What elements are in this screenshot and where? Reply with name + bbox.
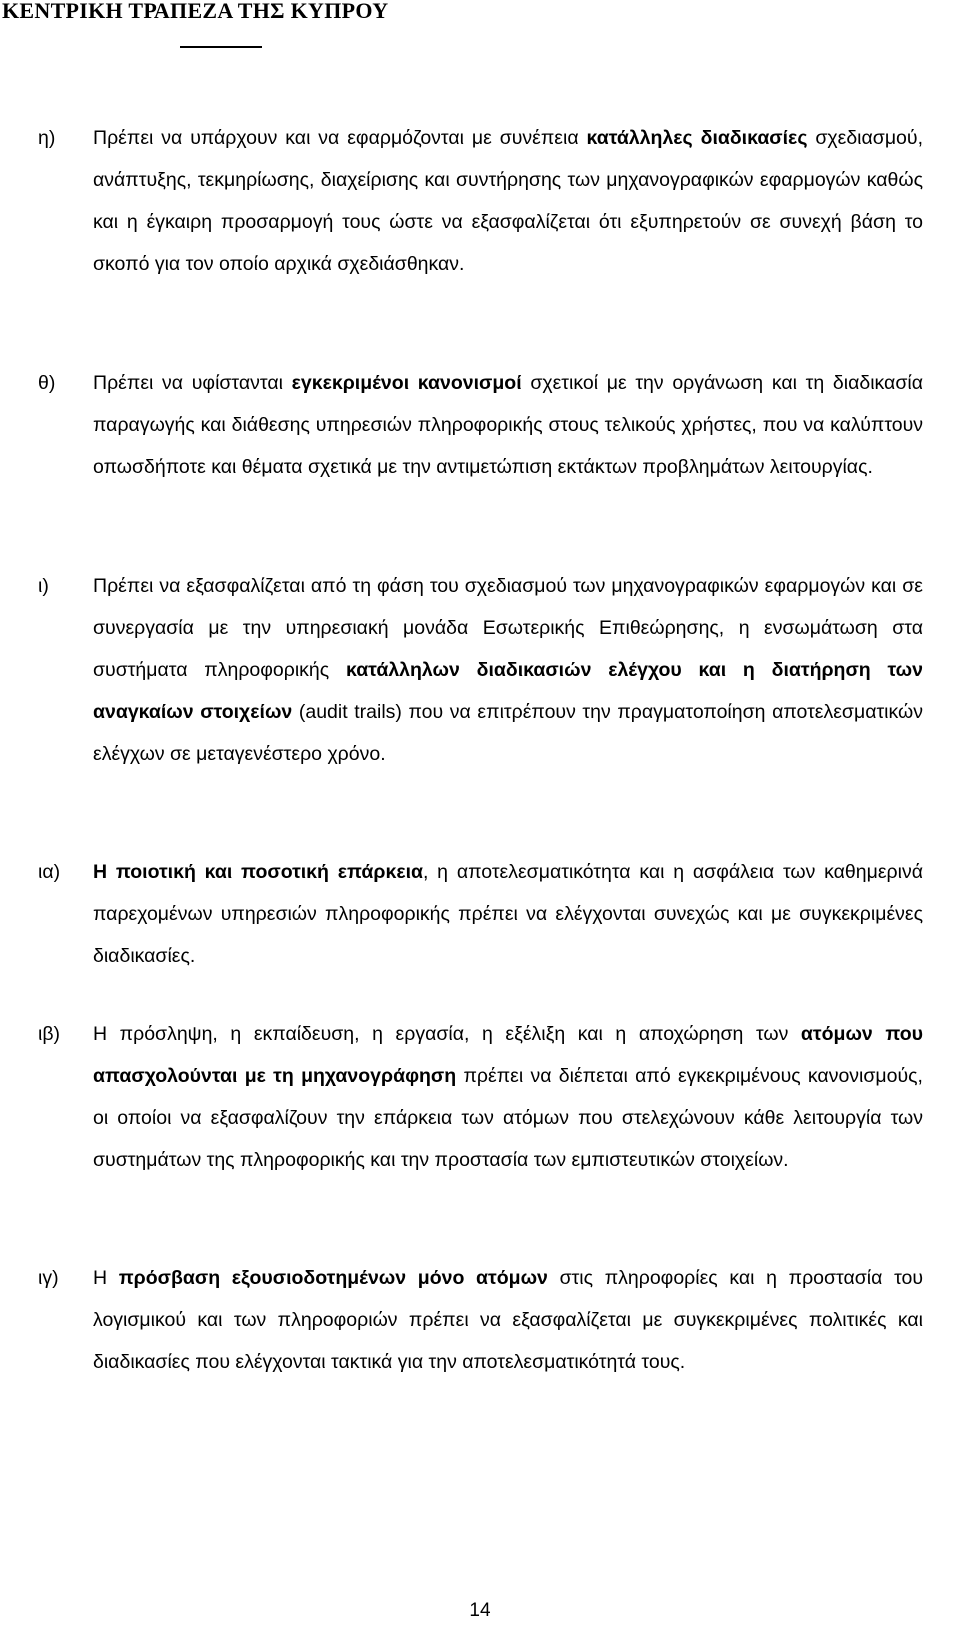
- header-underline: [180, 46, 262, 48]
- item-text-bold: κατάλληλες διαδικασίες: [586, 127, 808, 149]
- item-text-bold: εγκεκριμένοι κανονισμοί: [291, 372, 522, 394]
- item-text: [93, 565, 923, 775]
- item-text: [93, 1257, 923, 1383]
- item-text-segment: πρέπει να διέπεται από εγκεκριμένους κανονισμούς, οι οποίοι να εξασφαλίζουν την επάρκεια των ατόμων που στελεχώνουν κάθε λειτουργία των συστημάτων της πληροφορικής και την προστασία των εμπιστευτικών στοιχείων.: [93, 1065, 923, 1171]
- item-marker: θ): [38, 372, 56, 394]
- page-number: 14: [469, 1600, 491, 1621]
- item-text-bold: πρόσβαση εξουσιοδοτημένων μόνο ατόμων: [118, 1267, 548, 1289]
- item-text-bold: ατόμων που απασχολούνται με τη μηχανογράφηση: [93, 1023, 923, 1087]
- item-text-segment: Πρέπει να υφίστανται: [93, 372, 292, 394]
- item-text-segment: σχεδιασμού, ανάπτυξης, τεκμηρίωσης, διαχείρισης και συντήρησης των μηχανογραφικών εφαρμογών καθώς και η έγκαιρη προσαρμογή τους ώστε να εξασφαλίζεται ότι εξυπηρετούν σε συνεχή βάση το σκοπό για τον οποίο αρχικά σχεδιάσθηκαν.: [93, 127, 923, 275]
- item-marker: ιγ): [38, 1267, 59, 1289]
- item-text: [93, 1013, 923, 1181]
- item-text: [93, 117, 923, 285]
- item-text-segment: , η αποτελεσματικότητα και η ασφάλεια των καθημερινά παρεχομένων υπηρεσιών πληροφορικής πρέπει να ελέγχονται συνεχώς και με συγκεκριμένες διαδικασίες.: [93, 861, 923, 967]
- item-text-segment: Πρέπει να εξασφαλίζεται από τη φάση του σχεδιασμού των μηχανογραφικών εφαρμογών και σε συνεργασία με την υπηρεσιακή μονάδα Εσωτερικής Επιθεώρησης, η ενσωμάτωση στα συστήματα πληροφορικής: [93, 575, 923, 681]
- document-header: ΚΕΝΤΡΙΚΗ ΤΡΑΠΕΖΑ ΤΗΣ ΚΥΠΡΟΥ: [2, 0, 389, 23]
- item-text-bold: κατάλληλων διαδικασιών ελέγχου και η διατήρηση των αναγκαίων στοιχείων: [93, 659, 923, 723]
- item-text-segment: (audit trails) που να επιτρέπουν την πραγματοποίηση αποτελεσματικών ελέγχων σε μεταγενέστερο χρόνο.: [93, 701, 924, 765]
- item-text-segment: Η πρόσληψη, η εκπαίδευση, η εργασία, η εξέλιξη και η αποχώρηση των: [93, 1023, 801, 1045]
- item-marker: ι): [38, 575, 49, 597]
- item-text-segment: Πρέπει να υπάρχουν και να εφαρμόζονται με συνέπεια: [93, 127, 587, 149]
- item-marker: ια): [38, 861, 61, 883]
- item-text-segment: σχετικοί με την οργάνωση και τη διαδικασία παραγωγής και διάθεσης υπηρεσιών πληροφορικής στους τελικούς χρήστες, που να καλύπτουν οπωσδήποτε και θέματα σχετικά με την αντιμετώπιση εκτάκτων προβλημάτων λειτουργίας.: [93, 372, 923, 478]
- item-text: [93, 362, 923, 488]
- item-text: [93, 851, 923, 977]
- item-text-segment: Η: [93, 1267, 119, 1289]
- item-marker: ιβ): [38, 1023, 61, 1045]
- item-text-segment: στις πληροφορίες και η προστασία του λογισμικού και των πληροφοριών πρέπει να εξασφαλίζεται με συγκεκριμένες πολιτικές και διαδικασίες που ελέγχονται τακτικά για την αποτελεσματικότητά τους.: [93, 1267, 924, 1373]
- item-marker: η): [38, 127, 56, 149]
- item-text-bold: Η ποιοτική και ποσοτική επάρκεια: [93, 861, 423, 883]
